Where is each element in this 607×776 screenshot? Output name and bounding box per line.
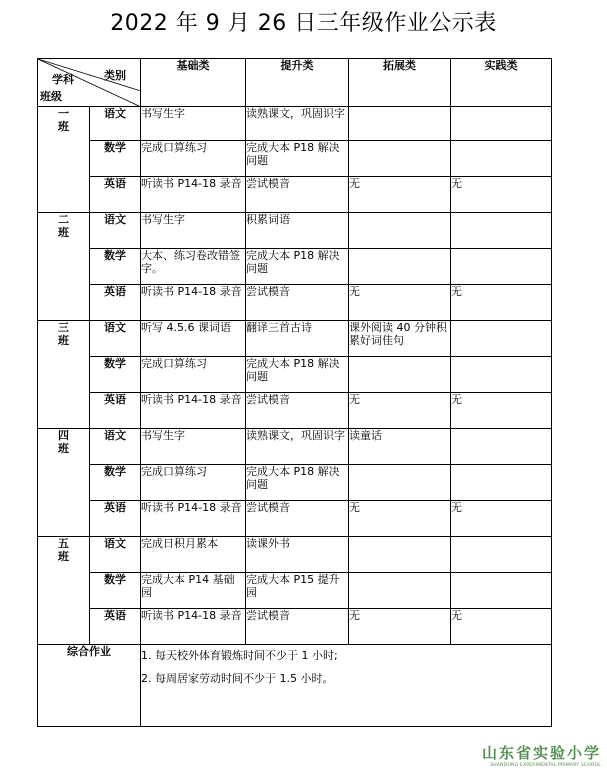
summary-line: 1. 每天校外体育锻炼时间不少于 1 小时; xyxy=(141,649,338,662)
homework-cell: 翻译三首古诗 xyxy=(246,321,349,357)
homework-cell: 书写生字 xyxy=(141,429,246,465)
homework-cell xyxy=(451,141,552,177)
table-row xyxy=(38,177,552,213)
column-header-advanced: 提升类 xyxy=(246,59,349,107)
class-name-cell: 一 班 xyxy=(38,107,90,213)
homework-cell: 完成口算练习 xyxy=(141,141,246,177)
subject-cell: 语文 xyxy=(90,213,141,249)
homework-cell xyxy=(451,465,552,501)
homework-cell: 尝试模音 xyxy=(246,285,349,321)
homework-cell: 完成日积月累本 xyxy=(141,537,246,573)
table-row xyxy=(38,321,552,357)
subject-cell: 英语 xyxy=(90,501,141,537)
column-header-basic: 基础类 xyxy=(141,59,246,107)
homework-cell xyxy=(349,107,451,141)
homework-cell: 尝试模音 xyxy=(246,177,349,213)
school-logo-name: 山东省实验小学 xyxy=(481,744,601,762)
column-header-extended: 拓展类 xyxy=(349,59,451,107)
corner-category-label: 类别 xyxy=(104,69,126,82)
homework-cell: 无 xyxy=(451,393,552,429)
homework-cell xyxy=(349,465,451,501)
homework-cell: 听读书 P14-18 录音 xyxy=(141,177,246,213)
summary-row xyxy=(38,645,552,727)
homework-cell: 尝试模音 xyxy=(246,609,349,645)
table-row xyxy=(38,537,552,573)
table-row xyxy=(38,573,552,609)
subject-cell: 语文 xyxy=(90,429,141,465)
subject-cell: 英语 xyxy=(90,393,141,429)
subject-cell: 数学 xyxy=(90,249,141,285)
homework-cell: 尝试模音 xyxy=(246,501,349,537)
homework-cell xyxy=(451,357,552,393)
subject-cell: 英语 xyxy=(90,609,141,645)
homework-cell xyxy=(349,249,451,285)
homework-cell xyxy=(349,537,451,573)
homework-cell: 书写生字 xyxy=(141,107,246,141)
homework-cell: 听读书 P14-18 录音 xyxy=(141,393,246,429)
table-row xyxy=(38,285,552,321)
homework-cell xyxy=(349,573,451,609)
subject-cell: 数学 xyxy=(90,357,141,393)
table-row xyxy=(38,141,552,177)
table-row xyxy=(38,393,552,429)
homework-cell xyxy=(451,573,552,609)
homework-cell xyxy=(451,537,552,573)
homework-cell: 无 xyxy=(349,609,451,645)
column-header-practice: 实践类 xyxy=(451,59,552,107)
homework-cell: 完成大本 P18 解决问题 xyxy=(246,465,349,501)
homework-cell xyxy=(451,213,552,249)
homework-cell xyxy=(349,357,451,393)
homework-cell: 完成大本 P18 解决问题 xyxy=(246,249,349,285)
table-row xyxy=(38,609,552,645)
class-name-cell: 三 班 xyxy=(38,321,90,429)
homework-cell xyxy=(451,107,552,141)
class-name-cell: 二 班 xyxy=(38,213,90,321)
table-row xyxy=(38,465,552,501)
subject-cell: 数学 xyxy=(90,573,141,609)
page-title: 2022 年 9 月 26 日三年级作业公示表 xyxy=(110,11,497,36)
school-logo xyxy=(451,742,601,768)
subject-cell: 英语 xyxy=(90,177,141,213)
summary-line: 2. 每周居家劳动时间不少于 1.5 小时。 xyxy=(141,672,334,685)
summary-label: 综合作业 xyxy=(38,645,141,727)
header-corner-cell xyxy=(38,59,141,107)
homework-table xyxy=(37,58,552,727)
homework-cell: 听读书 P14-18 录音 xyxy=(141,285,246,321)
homework-cell: 听写 4.5.6 课词语 xyxy=(141,321,246,357)
homework-cell: 完成大本 P18 解决问题 xyxy=(246,357,349,393)
homework-cell xyxy=(451,321,552,357)
subject-cell: 数学 xyxy=(90,465,141,501)
homework-cell: 无 xyxy=(349,393,451,429)
homework-cell: 无 xyxy=(451,285,552,321)
homework-cell: 书写生字 xyxy=(141,213,246,249)
homework-cell: 听读书 P14-18 录音 xyxy=(141,609,246,645)
homework-cell xyxy=(349,141,451,177)
homework-cell: 无 xyxy=(349,177,451,213)
homework-cell: 课外阅读 40 分钟积累好词佳句 xyxy=(349,321,451,357)
table-row xyxy=(38,429,552,465)
school-logo-english: SHANDONG EXPERIMENTAL PRIMARY SCHOOL xyxy=(490,763,601,768)
table-row xyxy=(38,249,552,285)
class-name-cell: 四 班 xyxy=(38,429,90,537)
homework-cell: 读熟课文，巩固识字 xyxy=(246,107,349,141)
homework-cell: 完成大本 P14 基础园 xyxy=(141,573,246,609)
homework-cell: 无 xyxy=(451,501,552,537)
homework-cell: 尝试模音 xyxy=(246,393,349,429)
subject-cell: 语文 xyxy=(90,537,141,573)
homework-cell: 读童话 xyxy=(349,429,451,465)
homework-cell: 读课外书 xyxy=(246,537,349,573)
homework-cell: 完成大本 P15 提升园 xyxy=(246,573,349,609)
table-row xyxy=(38,501,552,537)
subject-cell: 语文 xyxy=(90,107,141,141)
table-row xyxy=(38,107,552,141)
corner-class-label: 班级 xyxy=(40,90,62,103)
homework-cell: 完成口算练习 xyxy=(141,465,246,501)
homework-cell: 积累词语 xyxy=(246,213,349,249)
corner-subject-label: 学科 xyxy=(52,73,74,86)
table-row xyxy=(38,213,552,249)
homework-cell: 无 xyxy=(451,177,552,213)
subject-cell: 数学 xyxy=(90,141,141,177)
homework-cell: 读熟课文，巩固识字 xyxy=(246,429,349,465)
subject-cell: 英语 xyxy=(90,285,141,321)
subject-cell: 语文 xyxy=(90,321,141,357)
homework-cell: 无 xyxy=(349,285,451,321)
class-name-cell: 五 班 xyxy=(38,537,90,645)
homework-cell: 完成大本 P18 解决问题 xyxy=(246,141,349,177)
homework-cell xyxy=(451,249,552,285)
homework-cell: 无 xyxy=(349,501,451,537)
homework-cell: 听读书 P14-18 录音 xyxy=(141,501,246,537)
homework-cell: 大本、练习卷改错签字。 xyxy=(141,249,246,285)
homework-cell xyxy=(451,429,552,465)
homework-cell: 完成口算练习 xyxy=(141,357,246,393)
homework-cell: 无 xyxy=(451,609,552,645)
summary-content xyxy=(141,645,552,727)
homework-cell xyxy=(349,213,451,249)
table-row xyxy=(38,357,552,393)
